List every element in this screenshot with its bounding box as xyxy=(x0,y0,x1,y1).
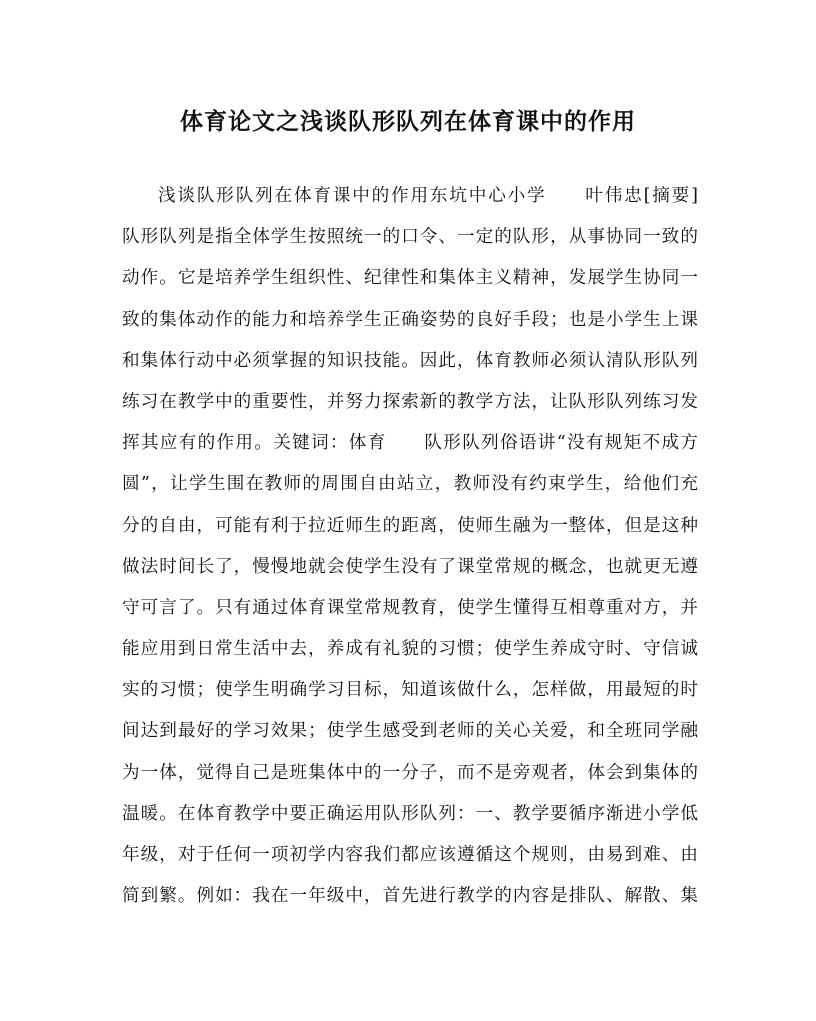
body-line: 队形队列是指全体学生按照统一的口令、一定的队形，从事协同一致的 xyxy=(122,227,698,248)
document-body xyxy=(122,176,698,917)
body-line: 做法时间长了，慢慢地就会使学生没有了课堂常规的概念，也就更无遵 xyxy=(122,556,698,577)
body-line: 练习在教学中的重要性，并努力探索新的教学方法，让队形队列练习发 xyxy=(122,391,698,412)
body-line: 致的集体动作的能力和培养学生正确姿势的良好手段；也是小学生上课 xyxy=(122,309,698,330)
document-title: 体育论文之浅谈队形队列在体育课中的作用 xyxy=(180,108,636,135)
body-line: 分的自由，可能有利于拉近师生的距离，使师生融为一整体，但是这种 xyxy=(122,515,698,536)
body-line: 挥其应有的作用。关键词：体育 队形队列俗语讲“没有规矩不成方 xyxy=(122,433,698,454)
body-line: 守可言了。只有通过体育课堂常规教育，使学生懂得互相尊重对方，并 xyxy=(122,597,698,618)
body-line: 圆”，让学生围在教师的周围自由站立，教师没有约束学生，给他们充 xyxy=(122,474,698,495)
body-line: 年级，对于任何一项初学内容我们都应该遵循这个规则，由易到难、由 xyxy=(122,845,698,865)
body-line: 能应用到日常生活中去，养成有礼貌的习惯；使学生养成守时、守信诚 xyxy=(122,639,698,660)
body-line: 间达到最好的学习效果；使学生感受到老师的关心关爱，和全班同学融 xyxy=(122,721,698,742)
body-line: 和集体行动中必须掌握的知识技能。因此，体育教师必须认清队形队列 xyxy=(122,350,698,371)
body-line: 为一体，觉得自己是班集体中的一分子，而不是旁观者，体会到集体的 xyxy=(122,762,698,783)
body-line: 实的习惯；使学生明确学习目标，知道该做什么，怎样做，用最短的时 xyxy=(122,680,698,701)
body-line: 浅谈队形队列在体育课中的作用东坑中心小学 叶伟忠[摘要] xyxy=(158,186,698,206)
body-line: 简到繁。例如：我在一年级中，首先进行教学的内容是排队、解散、集 xyxy=(122,886,698,907)
body-line: 动作。它是培养学生组织性、纪律性和集体主义精神，发展学生协同一 xyxy=(122,268,698,289)
body-line: 温暖。在体育教学中要正确运用队形队列：一、教学要循序渐进小学低 xyxy=(122,803,698,824)
